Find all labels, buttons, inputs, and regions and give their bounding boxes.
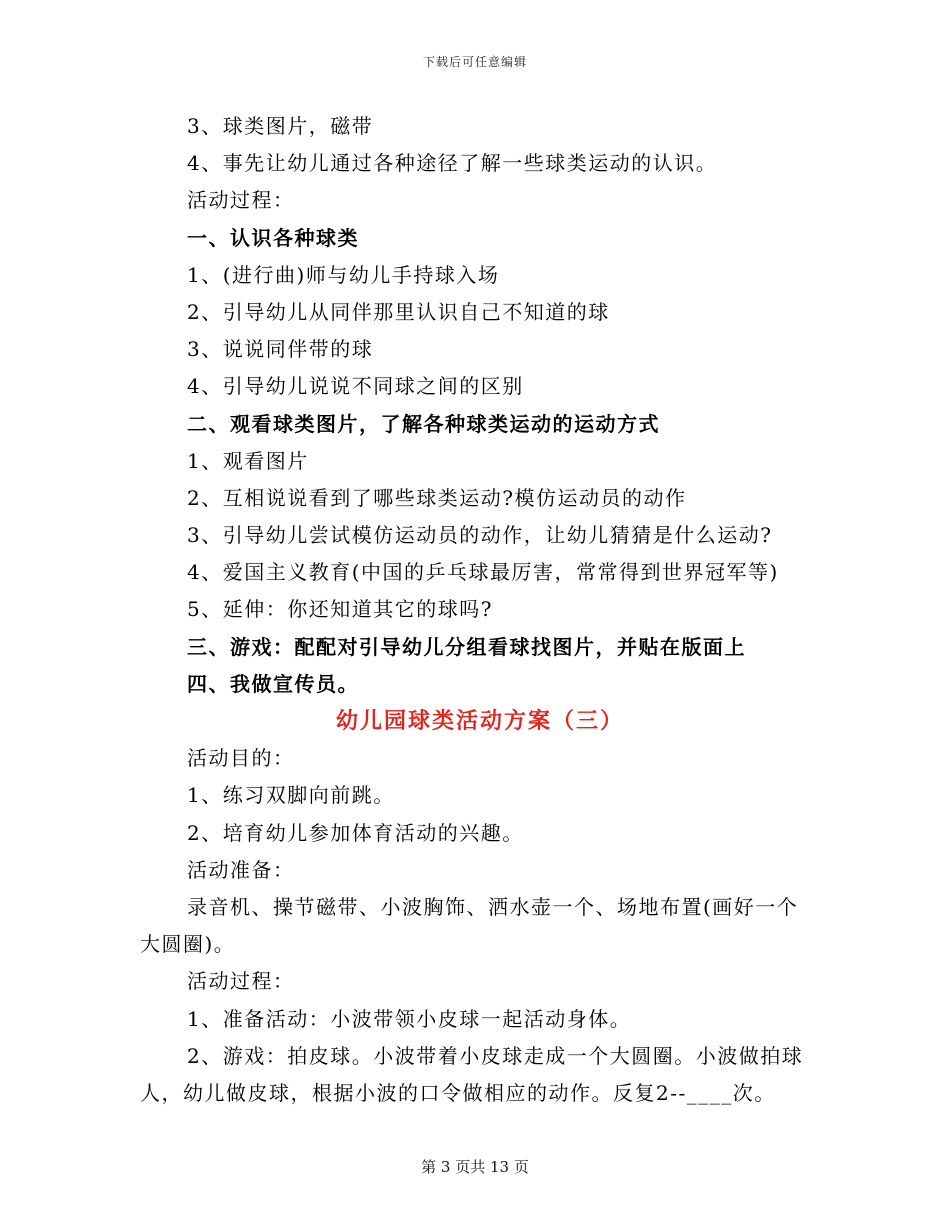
list-item: 2、互相说说看到了哪些球类运动?模仿运动员的动作 [187,485,687,510]
section-label: 活动过程： [187,188,295,213]
paragraph-line: 2、游戏：拍皮球。小波带着小皮球走成一个大圆圈。小波做拍球 [187,1043,804,1068]
list-item: 4、引导幼儿说说不同球之间的区别 [187,374,524,399]
list-item: 3、说说同伴带的球 [187,337,374,362]
list-item: 4、爱国主义教育(中国的乒乓球最厉害，常常得到世界冠军等) [187,560,779,585]
list-item: 2、培育幼儿参加体育活动的兴趣。 [187,820,524,845]
list-item: 1、观看图片 [187,448,309,473]
paragraph-line: 大圆圈)。 [140,932,236,957]
document-body [140,108,820,1112]
list-item: 1、(进行曲)师与幼儿手持球入场 [187,262,500,287]
list-item: 5、延伸：你还知道其它的球吗? [187,597,493,622]
page-footer: 第 3 页共 13 页 [421,1158,529,1176]
section-label: 活动目的： [187,746,295,771]
list-item: 1、练习双脚向前跳。 [187,783,395,808]
paragraph-line: 录音机、操节磁带、小波胸饰、洒水壶一个、场地布置(画好一个 [187,894,799,919]
list-item: 3、引导幼儿尝试模仿运动员的动作，让幼儿猜猜是什么运动? [187,523,773,548]
section-heading: 三、游戏：配配对引导幼儿分组看球找图片，并贴在版面上 [187,634,746,659]
section-heading: 一、认识各种球类 [187,225,359,250]
list-item: 1、准备活动：小波带领小皮球一起活动身体。 [187,1006,632,1031]
list-item: 2、引导幼儿从同伴那里认识自己不知道的球 [187,299,610,324]
list-item: 3、球类图片，磁带 [187,114,374,138]
section-heading: 四、我做宣传员。 [187,671,359,696]
section-label: 活动过程： [187,969,295,994]
page-header: 下载后可任意编辑 [422,55,527,69]
section-label: 活动准备： [187,857,295,882]
section-heading: 二、观看球类图片，了解各种球类运动的运动方式 [187,411,660,436]
paragraph-line: 人，幼儿做皮球，根据小波的口令做相应的动作。反复2--____次。 [140,1080,776,1105]
list-item: 4、事先让幼儿通过各种途径了解一些球类运动的认识。 [187,151,718,176]
document-title: 幼儿园球类活动方案（三） [335,708,624,734]
